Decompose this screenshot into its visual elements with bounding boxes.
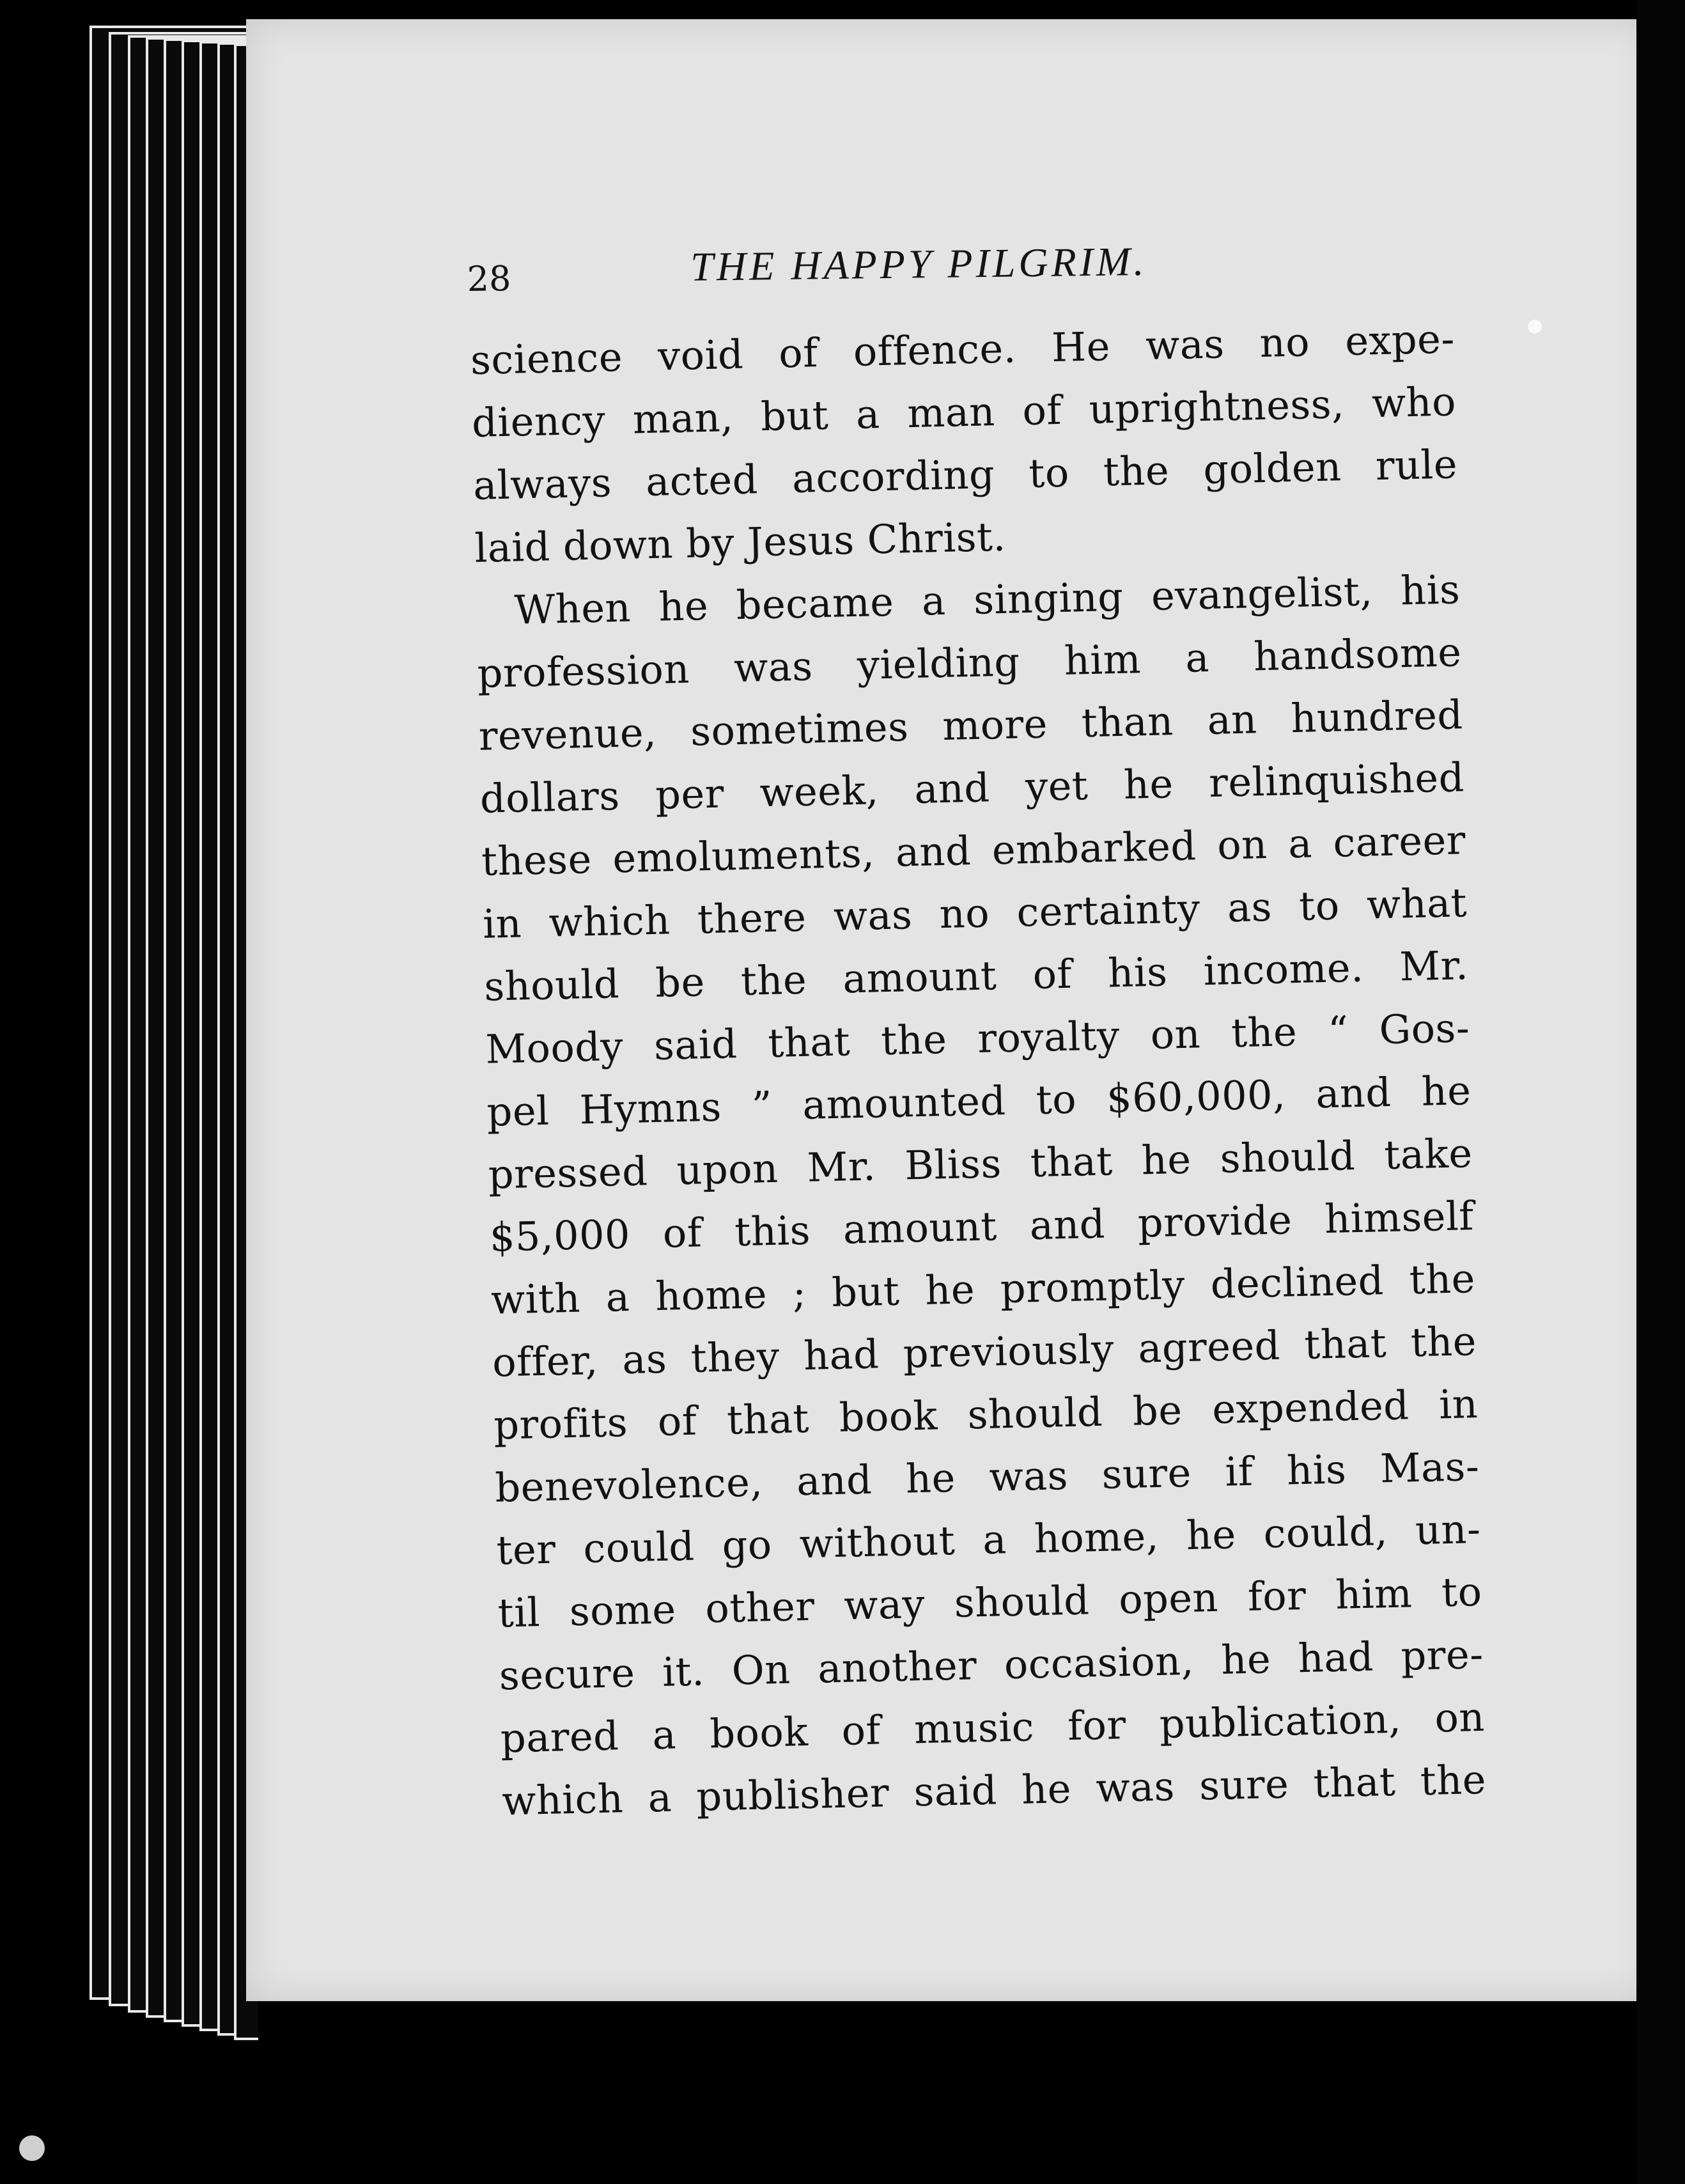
text-line: til some other way should open for him to xyxy=(497,1568,1483,1637)
text-line: science void of offence. He was no expe- xyxy=(470,315,1456,384)
text-line: always acted according to the golden rule xyxy=(472,441,1458,509)
text-line: secure it. On another occasion, he had pre- xyxy=(499,1630,1484,1699)
text-line: profits of that book should be expended in xyxy=(493,1380,1479,1449)
text-line: ter could go without a home, he could, un- xyxy=(495,1505,1482,1574)
text-line: should be the amount of his income. Mr. xyxy=(483,942,1469,1010)
text-line: $5,000 of this amount and provide himself xyxy=(489,1192,1475,1261)
scan-speck xyxy=(19,2135,45,2161)
text-line: these emoluments, and embarked on a career xyxy=(481,816,1466,885)
text-line: profession was yielding him a handsome xyxy=(476,628,1463,697)
text-line: in which there was no certainty as to what xyxy=(482,879,1468,948)
text-line: with a home ; but he promptly declined the xyxy=(490,1255,1476,1323)
text-line: pared a book of music for publication, on xyxy=(500,1693,1486,1762)
text-line: pressed upon Mr. Bliss that he should take xyxy=(488,1130,1473,1198)
page-number: 28 xyxy=(467,258,511,299)
text-line: laid down by Jesus Christ. xyxy=(474,513,1007,572)
page-header xyxy=(467,237,1234,310)
text-line: benevolence, and he was sure if his Mas- xyxy=(494,1442,1480,1511)
text-line: which a publisher said he was sure that the xyxy=(501,1756,1487,1825)
text-line: dollars per week, and yet he relinquished xyxy=(479,754,1465,822)
binding-shadow xyxy=(1636,0,1685,2184)
running-title: THE HAPPY PILGRIM. xyxy=(690,238,1147,290)
scan-speck xyxy=(1528,320,1542,334)
text-line: offer, as they had previously agreed that the xyxy=(492,1318,1477,1386)
text-line: When he became a singing evangelist, his xyxy=(513,566,1461,634)
text-line: pel Hymns ” amounted to $60,000, and he xyxy=(486,1067,1472,1135)
body-text xyxy=(470,308,1487,1832)
text-line: diency man, but a man of uprightness, who xyxy=(471,378,1457,446)
text-line: revenue, sometimes more than an hundred xyxy=(478,691,1464,760)
text-line: Moody said that the royalty on the “ Gos- xyxy=(485,1004,1471,1073)
